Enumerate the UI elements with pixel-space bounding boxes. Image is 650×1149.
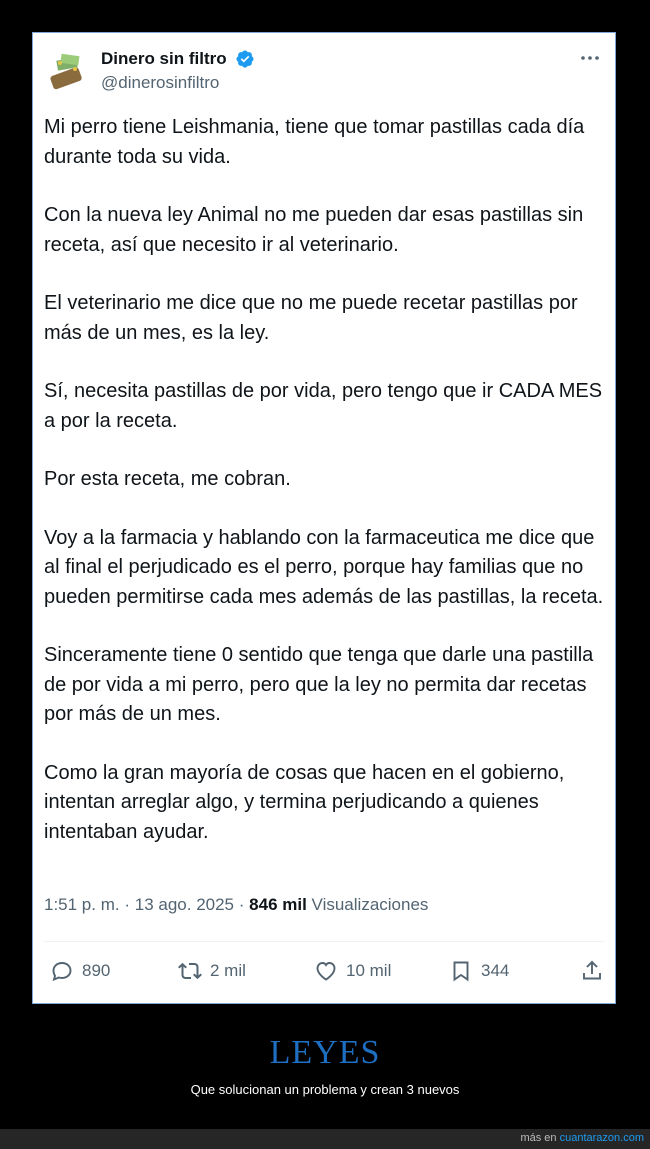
caption-subtitle: Que solucionan un problema y crean 3 nuevos bbox=[190, 1082, 460, 1097]
footer-bar bbox=[0, 1129, 650, 1149]
bookmark-count: 344 bbox=[481, 961, 510, 980]
retweet-button[interactable] bbox=[178, 957, 246, 985]
reply-button[interactable] bbox=[50, 957, 110, 985]
like-count: 10 mil bbox=[346, 961, 392, 980]
author-handle[interactable]: @dinerosinfiltro bbox=[101, 73, 220, 92]
more-options-icon[interactable] bbox=[579, 51, 601, 65]
like-button[interactable] bbox=[314, 957, 391, 985]
heart-icon bbox=[314, 959, 338, 983]
share-icon bbox=[580, 959, 604, 983]
meta-separator: · bbox=[238, 895, 245, 914]
tweet-paragraph: El veterinario me dice que no me puede recetar pastillas por más de un mes, es la ley. bbox=[44, 292, 578, 344]
footer-text bbox=[520, 1132, 644, 1144]
footer-prefix: más en bbox=[520, 1132, 557, 1144]
tweet-paragraph: Con la nueva ley Animal no me pueden dar esas pastillas sin receta, así que necesito ir al veterinario. bbox=[44, 204, 584, 256]
divider bbox=[44, 941, 604, 942]
tweet-paragraph: Mi perro tiene Leishmania, tiene que tomar pastillas cada día durante toda su vida. bbox=[44, 116, 585, 168]
tweet-time[interactable]: 1:51 p. m. bbox=[44, 895, 120, 914]
tweet-text bbox=[44, 113, 604, 876]
tweet-card bbox=[32, 32, 616, 1004]
avatar[interactable] bbox=[45, 49, 89, 93]
tweet-paragraph: Sí, necesita pastillas de por vida, pero tengo que ir CADA MES a por la receta. bbox=[44, 380, 603, 432]
share-button[interactable] bbox=[580, 957, 612, 985]
retweet-count: 2 mil bbox=[210, 961, 246, 980]
tweet-date[interactable]: 13 ago. 2025 bbox=[134, 895, 235, 914]
meta-separator: · bbox=[124, 895, 131, 914]
reply-count: 890 bbox=[82, 961, 111, 980]
retweet-icon bbox=[178, 959, 202, 983]
author-display-name[interactable]: Dinero sin filtro bbox=[101, 49, 227, 68]
bookmark-button[interactable] bbox=[449, 957, 509, 985]
bookmark-icon bbox=[449, 959, 473, 983]
tweet-paragraph: Sinceramente tiene 0 sentido que tenga que darle una pastilla de por vida a mi perro, pero que la ley no permita dar recetas por más de un mes. bbox=[44, 644, 594, 725]
verified-badge-icon bbox=[235, 49, 255, 69]
reply-icon bbox=[50, 959, 74, 983]
tweet-paragraph: Voy a la farmacia y hablando con la farmaceutica me dice que al final el perjudicado es el perro, porque hay familias que no pueden permitirse cada mes además de las pastillas, la receta. bbox=[44, 526, 604, 608]
views-count: 846 mil bbox=[249, 895, 307, 914]
tweet-meta bbox=[44, 895, 428, 915]
caption-title: LEYES bbox=[269, 1034, 381, 1071]
tweet-header bbox=[45, 45, 603, 95]
footer-site-link[interactable]: cuantarazon.com bbox=[559, 1132, 644, 1144]
tweet-paragraph: Como la gran mayoría de cosas que hacen en el gobierno, intentan arreglar algo, y termina perjudicando a quienes intentaban ayudar. bbox=[44, 761, 565, 843]
views-label: Visualizaciones bbox=[311, 895, 429, 914]
action-bar bbox=[44, 953, 604, 989]
money-hand-icon bbox=[45, 49, 89, 93]
tweet-paragraph: Por esta receta, me cobran. bbox=[44, 468, 291, 490]
